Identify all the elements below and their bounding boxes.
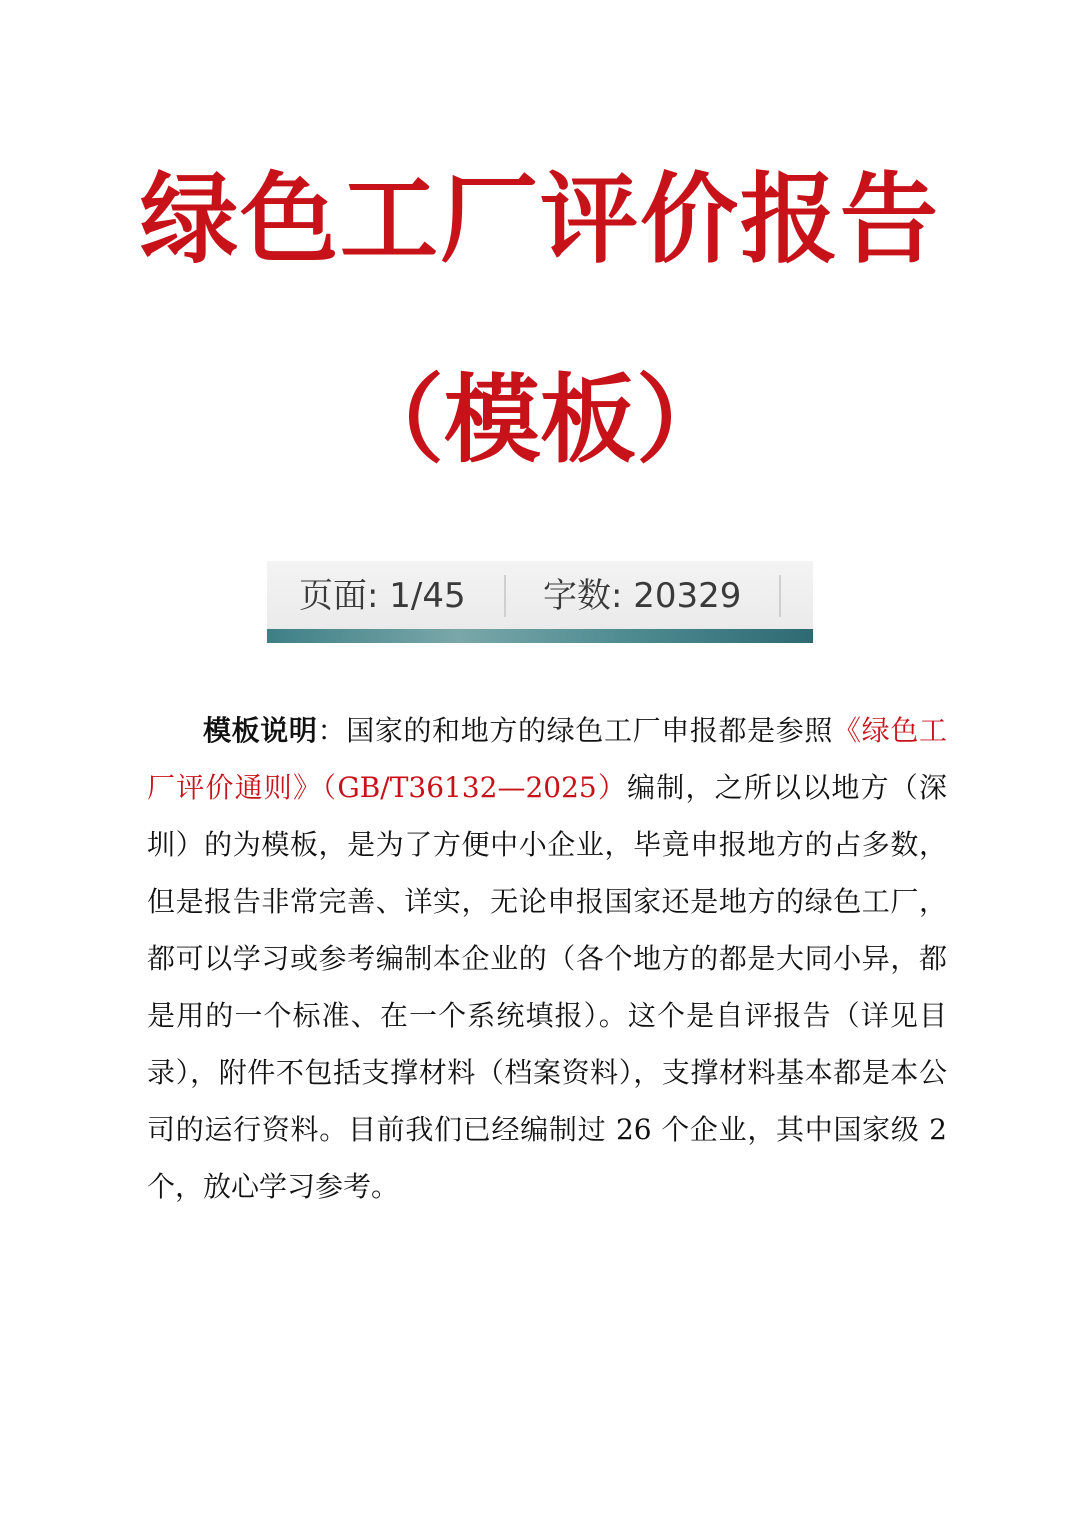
page-count: 页面: 1/45 xyxy=(299,576,466,616)
description-text-1: 国家的和地方的绿色工厂申报都是参照 xyxy=(346,714,834,747)
description-text-2: 编制，之所以以地方（深圳）的为模板，是为了方便中小企业，毕竟申报地方的占多数，但是报告非常完善、详实，无论申报国家还是地方的绿色工厂，都可以学习或参考编制本企业的（各个地方的都是大同小异，都是用的一个标准、在一个系统填报）。这个是自评报告（详见目录），附件不包括支撑材料（档案资料），支撑材料基本都是本公司的运行资料。目前我们已经编制过 26 个企业，其中国家级 2 个，放心学习参考。 xyxy=(147,771,947,1203)
description-lead: 模板说明 xyxy=(203,714,318,747)
word-count: 字数: 20329 xyxy=(543,576,742,616)
standard-reference: 《绿色工厂评价通则》（GB/T36132—2025） xyxy=(147,714,947,804)
document-stats-bar xyxy=(267,561,813,643)
description-colon: ： xyxy=(317,714,347,747)
report-title: 绿色工厂评价报告 xyxy=(139,163,940,277)
report-subtitle: （模板） xyxy=(348,364,732,476)
template-description xyxy=(147,702,947,1215)
screenshot-background-strip xyxy=(267,629,813,643)
stats-divider xyxy=(504,575,506,617)
stats-divider xyxy=(779,575,781,617)
